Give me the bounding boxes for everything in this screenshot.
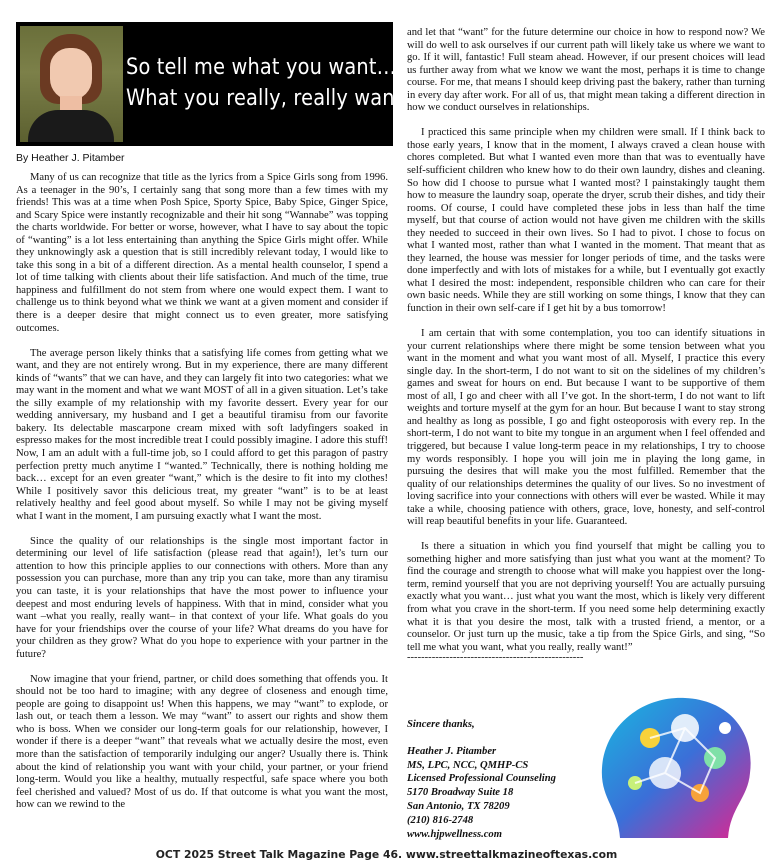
author-photo <box>20 26 123 142</box>
paragraph: Is there a situation in which you find yourself that might be calling you to something higher and more satisfying than just what you want at the moment? To find the courage and strength to choose what will make you happiest over the long-term, remind yourself that you are not depriving yourself! You are actually pursuing exactly what you want… just what you want the most, which is likely very different from what you crave in the short-term. If you need some help determining exactly what it is that you desire the most, talk with a trusted friend, a mentor, or a counselor. Or just turn up the music, take a tip from the Spice Girls, and sing, “So tell me what you want, what you really, really want!” <box>407 541 765 653</box>
byline: By Heather J. Pitamber <box>16 152 125 164</box>
divider: -------------------------------------------------- <box>407 654 584 663</box>
colorful-head-profile-icon <box>590 688 760 848</box>
sig-phone: (210) 816-2748 <box>407 814 474 826</box>
sig-address-1: 5170 Broadway Suite 18 <box>407 787 514 799</box>
banner-title <box>126 52 411 114</box>
signature-block <box>407 718 607 841</box>
sig-closing: Sincere thanks, <box>407 719 475 730</box>
banner-title-line-1: So tell me what you want… <box>126 54 397 80</box>
paragraph: Many of us can recognize that title as the lyrics from a Spice Girls song from 1996. As a teenager in the 90’s, I certainly sang that song more than a few times with my friends! This was at a time when Posh Spice, Sporty Spice, Baby Spice, Ginger Spice, and Scary Spice were instantly recognizable and their hit song “Wannabe” was topping the charts worldwide. For better or worse, however, what I have to say about the topic of “wanting” is a lot less entertaining than anything the Spice Girls might offer. While they unknowingly ask a question that is still incredibly relevant today, I would like to take this song in a bit of a different direction. As a mental health counselor, I spend a lot of time talking with clients about their life satisfaction. And much of the time, true happiness and fulfillment do not stem from where one would expect them. I want to challenge us to think beyond what we think we want at a given moment and consider if there is a deeper desire that might connect us to even greater, more satisfying outcomes. <box>16 172 388 334</box>
sig-website: www.hjpwellness.com <box>407 828 502 840</box>
sig-credentials: MS, LPC, NCC, QMHP-CS <box>407 759 529 771</box>
sig-practice: Licensed Professional Counseling <box>407 773 556 785</box>
sig-name: Heather J. Pitamber <box>407 745 497 757</box>
paragraph: I practiced this same principle when my children were small. If I think back to those early years, I know that in the moment, I always craved a clean house with chores completed. But what I wanted even more than that was to eventually have self-sufficient children who knew how to do their own laundry, dishes and cleaning. So how did I choose to pursue what I wanted most? I painstakingly taught them how to measure the laundry soap, operate the dryer, scrub their dishes, and tidy their rooms. Of course, I could have completed these jobs in less than half the time myself, but that course of action would not have given me children with the skills they needed to succeed in their own lives. So I had to pivot. I chose to focus on what I wanted most, rather than what I wanted in the moment. That meant that as they learned, the house was messier for longer periods of time, and the tasks were done imperfectly and with lots of mistakes for a while, but I eventually got exactly what I desired the most: independent, responsible children who can care for their own basic needs. While they are still working on some things, I know that they can function in their own self-care if I get hit by a bus tomorrow! <box>407 127 765 314</box>
banner-title-line-2: What you really, really want! <box>126 85 411 111</box>
page-footer: OCT 2025 Street Talk Magazine Page 46. www.streettalkmazineoftexas.com <box>155 848 618 861</box>
paragraph: Now imagine that your friend, partner, or child does something that offends you. It should not be too hard to imagine; with any degree of closeness and enough time, people are going to disappoint us! When this happens, we may “want” to explode, or lash out, or teach them a lesson. We may “want” to assert our rights and show them who is boss. When we consider our long-term goals for our relationship, however, I wonder if there is a deeper “want” that reveals what we actually desire the most, even more than the satisfaction of temporarily indulging our anger? Usually there is. Think about the kind of relationship you want with your child, your partner, or your friend long-term. Would you like a healthy, mutually respectful, safe space where you both feel cherished and valued? Most of us do. If that outcome is what you want the most, how can we rewind to the <box>16 673 388 811</box>
title-banner <box>16 22 411 146</box>
left-column <box>16 172 388 824</box>
paragraph: and let that “want” for the future determine our choice in how to respond now? We will do well to ask ourselves if our current path will likely take us where we want to go. If it will, fantastic! Full steam ahead. However, if our present choices will lead us further away from what we know we want the most, perhaps it is time to change course. For me, that means I should keep driving past the bakery, rather than turning in every day after work. For all of us, that might mean taking a different direction in how we conduct ourselves in relationships. <box>407 27 765 114</box>
paragraph: The average person likely thinks that a satisfying life comes from getting what we want, and they are not entirely wrong. But in my experience, there are many different kinds of “wants” that we can have, and they can largely fit into two categories: what we may want in the moment and what we want MOST of all in a given situation. Let’s take the silly example of my relationship with my favorite dessert. Every year for our wedding anniversary, my husband and I get a beautiful tiramisu from our favorite bakery. Its delectable mascarpone cream mixed with soft ladyfingers soaked in espresso makes for the most incredible treat I could possibly imagine. I adore this stuff! Now, I am an adult with a full-time job, so I could afford to get this paragon of pastry perfection pretty much anytime I “wanted.” Technically, there is nothing holding me back… except for an even greater “want,” which is the desire to fit into my clothes! While I positively savor this delicious treat, my greater “want” is to be at least relatively healthy and feel good about myself. So while I may not be giving myself what I want in the moment, I am pursuing exactly what I want the most. <box>16 347 388 522</box>
paragraph: I am certain that with some contemplation, you too can identify situations in your current relationships where there might be some tension between what you want in the moment and what you want most of all. Myself, I practice this every single day. In the short-term, I do not want to sit on the sidelines of my children’s games and sweat for hours on end. But because I want to be supportive of them most of all, I go and cheer with all I’ve got. In the short-term, I do not want to lift weights and torture myself at the gym for an hour. But because I want to stay strong and healthy as long as possible, I go and fight osteoporosis with every rep. In the short-term, I do not want to bite my tongue in an argument when I feel offended and triggered, but because I value long-term peace in my relationships, I try to choose my words responsibly. I hope you will join me in playing the long game, in pursuing the desires that will make you the most fulfilled. Remember that the quality of our relationships determines the quality of our lives. So no investment of loving sacrifice into your connections with others will ever be wasted. While it may take a while, choosing patience with others, grace, love, honesty, and self-control will reap beautiful benefits in your life. Guaranteed. <box>407 328 765 528</box>
sig-address-2: San Antonio, TX 78209 <box>407 800 510 812</box>
paragraph: Since the quality of our relationships is the single most important factor in determining our level of life satisfaction (please read that again!), let’s turn our attention to how this principle applies to our connections with others. More than any possession you can purchase, more than any trip you can take, more than any tiramisu you can taste, it is your relationships that have the most power to influence your deepest and most enduring levels of happiness. With that in mind, consider what you want –what you really, really want– in that context of your life. What goals do you have for your friendships over the course of your life? What dreams do you have for your children as they grow? What do you hope to experience with your partner in the future? <box>16 535 388 660</box>
right-column <box>407 27 765 662</box>
